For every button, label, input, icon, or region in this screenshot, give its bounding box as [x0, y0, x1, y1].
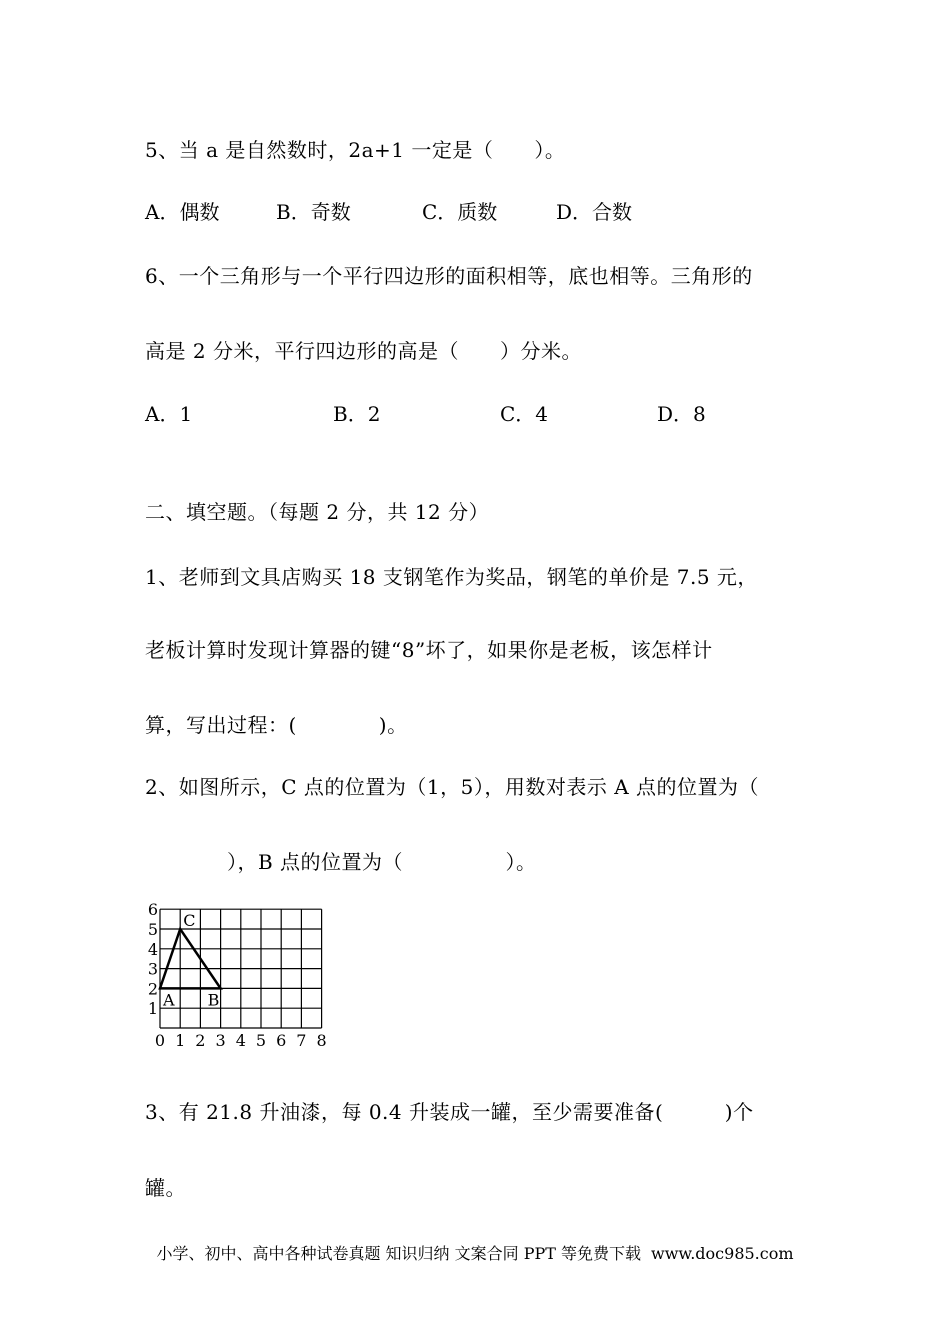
x-tick-label: 5	[255, 1031, 267, 1050]
fill1-line-3: 算，写出过程：( )。	[145, 713, 408, 737]
y-tick-label: 3	[147, 959, 159, 979]
q6-option-b: B．2	[333, 402, 381, 426]
q5-option-a: A．偶数	[145, 200, 220, 224]
y-tick-labels	[148, 900, 158, 1018]
point-label-a: A	[163, 990, 175, 1010]
y-tick-label: 1	[147, 999, 159, 1019]
x-tick-label: 3	[215, 1031, 226, 1050]
q6-option-a: A．1	[145, 402, 193, 426]
point-label-c: C	[183, 911, 196, 930]
fill3-line-1: 3、有 21.8 升油漆，每 0.4 升装成一罐，至少需要准备( )个	[145, 1100, 754, 1124]
page-footer	[0, 1244, 950, 1264]
footer-text: 小学、初中、高中各种试卷真题 知识归纳 文案合同 PPT 等免费下载	[156, 1244, 642, 1263]
q6-line-1: 6、一个三角形与一个平行四边形的面积相等，底也相等。三角形的	[145, 264, 753, 288]
y-tick-label: 5	[147, 920, 159, 939]
y-tick-label: 6	[147, 900, 159, 920]
q5-option-b: B．奇数	[276, 200, 351, 224]
footer-site-link[interactable]: www.doc985.com	[651, 1244, 794, 1263]
x-tick-label: 0	[154, 1031, 166, 1050]
fill2-line-1: 2、如图所示，C 点的位置为（1，5），用数对表示 A 点的位置为（	[145, 775, 759, 799]
y-tick-label: 4	[147, 939, 159, 959]
fill1-line-1: 1、老师到文具店购买 18 支钢笔作为奖品，钢笔的单价是 7.5 元，	[145, 565, 758, 589]
x-tick-label: 7	[296, 1031, 307, 1050]
x-tick-labels	[155, 1031, 327, 1050]
y-tick-label: 2	[147, 979, 159, 999]
fill1-line-2: 老板计算时发现计算器的键“8”坏了，如果你是老板，该怎样计	[145, 638, 713, 662]
section-heading: 二、填空题。（每题 2 分，共 12 分）	[145, 500, 490, 524]
x-tick-label: 2	[195, 1031, 206, 1050]
q5-option-c: C．质数	[422, 200, 498, 224]
coordinate-grid-figure	[140, 898, 340, 1050]
q6-line-2: 高是 2 分米，平行四边形的高是（ ）分米。	[145, 339, 582, 363]
point-label-b: B	[207, 990, 220, 1010]
q5-stem: 5、当 a 是自然数时，2a+1 一定是（ ）。	[145, 138, 566, 162]
triangle-abc	[160, 929, 221, 988]
x-tick-label: 4	[235, 1031, 246, 1050]
q5-option-d: D．合数	[556, 200, 633, 224]
x-tick-label: 1	[175, 1031, 186, 1050]
fill3-line-2: 罐。	[145, 1176, 186, 1200]
q6-option-c: C．4	[500, 402, 549, 426]
x-tick-label: 8	[316, 1031, 327, 1050]
q6-option-d: D．8	[657, 402, 706, 426]
x-tick-label: 6	[276, 1031, 287, 1050]
fill2-line-2: ），B 点的位置为（ ）。	[145, 850, 537, 874]
